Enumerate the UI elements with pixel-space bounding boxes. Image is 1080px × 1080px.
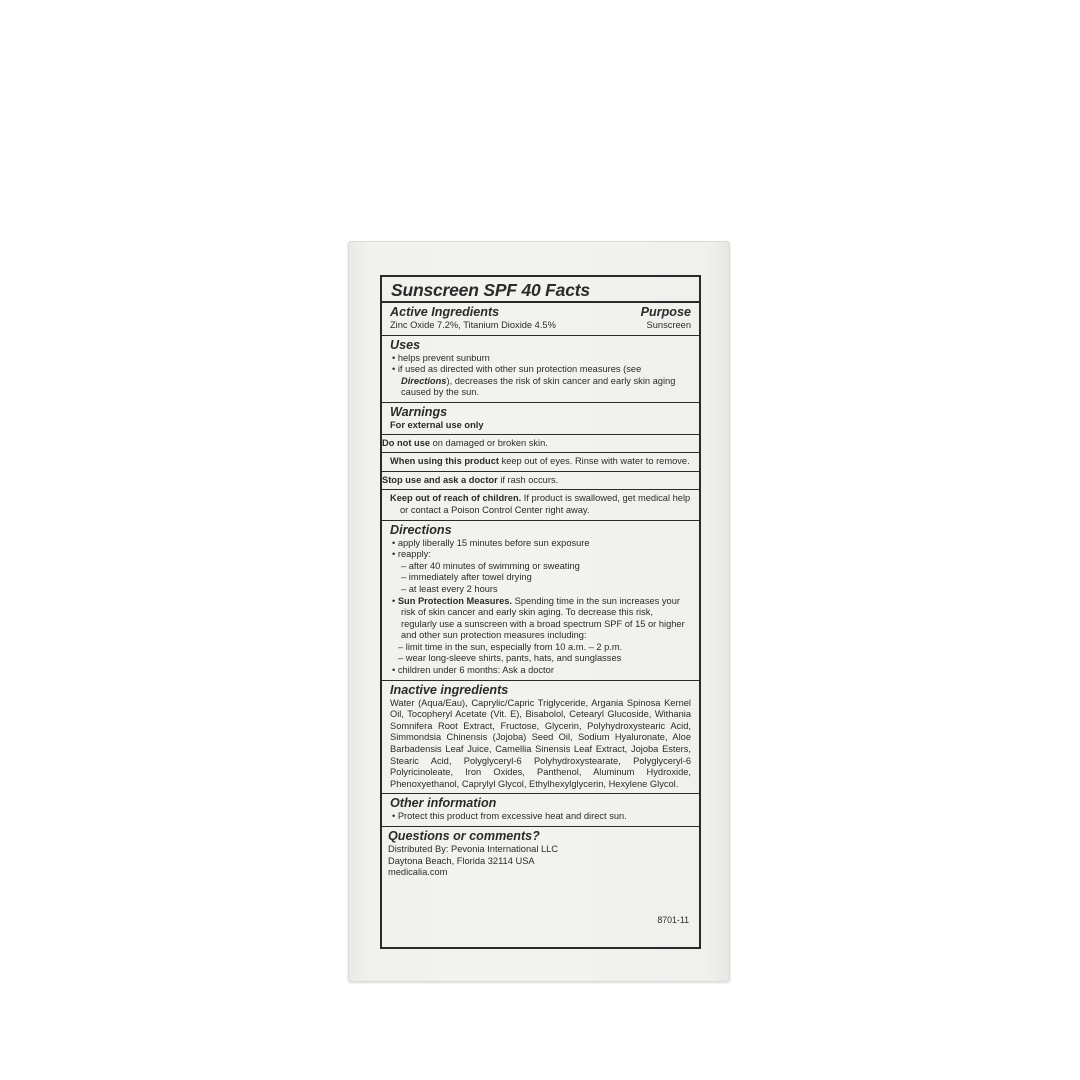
directions-subitem: – at least every 2 hours — [401, 583, 498, 594]
warnings-heading: Warnings — [390, 404, 448, 419]
purpose-heading: Purpose — [640, 305, 691, 319]
warnings-section — [382, 403, 699, 521]
directions-subitem: – wear long-sleeve shirts, pants, hats, and sunglasses — [398, 653, 622, 664]
other-information-item: • Protect this product from excessive heat and direct sun. — [392, 811, 627, 822]
active-ingredients-text: Zinc Oxide 7.2%, Titanium Dioxide 4.5% — [390, 320, 556, 330]
do-not-use-item: Do not use on damaged or broken skin. — [382, 435, 699, 454]
active-ingredients-heading: Active Ingredients — [390, 305, 500, 319]
panel-title: Sunscreen SPF 40 Facts — [382, 277, 699, 303]
directions-item: • reapply: — [392, 549, 431, 560]
questions-section — [382, 827, 699, 882]
directions-item: • Sun Protection Measures. Spending time in the sun increases your risk of skin cancer and early skin aging. To decrease this risk, regularly use a sunscreen with a broad spectrum SPF of 15 or higher and other sun protection measures including: — [392, 595, 685, 641]
inactive-ingredients-section — [382, 681, 699, 795]
directions-subitem: – after 40 minutes of swimming or sweating — [401, 560, 580, 571]
distributor-line: Distributed By: Pevonia International LLC — [388, 844, 559, 854]
other-information-heading: Other information — [390, 796, 497, 811]
uses-item: • helps prevent sunburn — [392, 352, 490, 363]
address-line: Daytona Beach, Florida 32114 USA — [388, 855, 535, 866]
inactive-ingredients-text: Water (Aqua/Eau), Caprylic/Capric Triglyceride, Argania Spinosa Kernel Oil, Tocopheryl Acetate (Vit. E), Bisabolol, Cetearyl Glucoside, Withania Somnifera Root Extract, Fructose, Glycerin, Polyhydroxystearic Acid, Simmondsia Chinensis (Jojoba) Seed Oil, Sodium Hyaluronate, Aloe Barbadensis Leaf Juice, Camellia Sinensis Leaf Extract, Jojoba Esters, Stearic Acid, Polyglyceryl-6 Polyhydroxystearate, Polyglyceryl-6 Polyricinoleate, Iron Oxides, Panthenol, Aluminum Hydroxide, Phenoxyethanol, Caprylyl Glycol, Ethylhexylglycerin, Hexylene Glycol. — [390, 697, 691, 789]
other-information-section — [382, 794, 699, 827]
directions-heading: Directions — [390, 522, 452, 537]
when-using-item: When using this product keep out of eyes. Rinse with water to remove. — [382, 453, 699, 472]
directions-subitem: – immediately after towel drying — [401, 572, 532, 583]
drug-facts-panel — [380, 275, 701, 949]
directions-item: • apply liberally 15 minutes before sun exposure — [392, 537, 590, 548]
active-ingredients-section — [382, 303, 699, 336]
external-use-text: For external use only — [390, 419, 484, 430]
directions-section — [382, 521, 699, 681]
inactive-ingredients-heading: Inactive ingredients — [390, 682, 509, 697]
product-code: 8701-11 — [657, 915, 689, 926]
questions-heading: Questions or comments? — [388, 829, 540, 843]
uses-item: • if used as directed with other sun protection measures (see Directions), decreases the risk of skin cancer and early skin aging caused by the sun. — [392, 364, 676, 398]
keep-out-item: Keep out of reach of children. If product is swallowed, get medical help or contact a Poison Control Center right away. — [382, 490, 699, 520]
uses-section — [382, 336, 699, 403]
website-line: medicalia.com — [388, 867, 448, 878]
directions-item: • children under 6 months: Ask a doctor — [392, 665, 554, 676]
directions-subitem: – limit time in the sun, especially from 10 a.m. – 2 p.m. — [398, 641, 623, 652]
purpose-text: Sunscreen — [646, 320, 691, 330]
uses-heading: Uses — [390, 337, 421, 352]
stop-use-item: Stop use and ask a doctor if rash occurs. — [382, 472, 699, 491]
